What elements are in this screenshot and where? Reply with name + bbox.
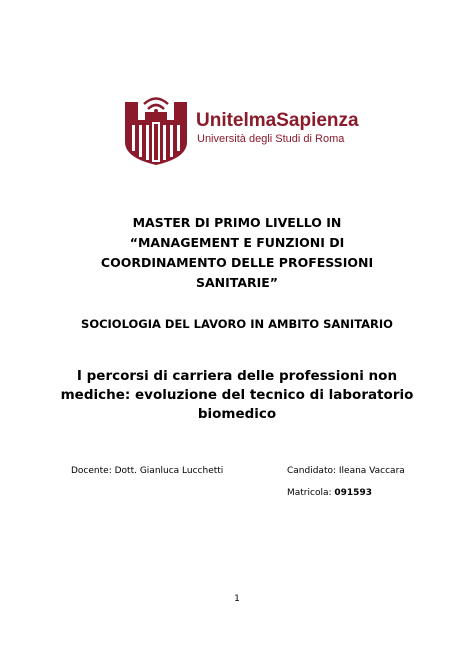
docente-label: Docente: (71, 466, 112, 476)
university-crest-icon (121, 92, 191, 166)
thesis-title-line: biomedico (197, 406, 277, 422)
matricola-value: 091593 (334, 488, 372, 498)
matricola-label: Matricola: (287, 488, 332, 498)
brand-name: UnitelmaSapienza (196, 110, 359, 131)
docente-row (71, 466, 223, 476)
candidato-label: Candidato: (287, 466, 337, 476)
docente-name: Dott. Gianluca Lucchetti (114, 466, 224, 476)
matricola-row (287, 488, 372, 498)
page-number: 1 (234, 594, 240, 604)
brand-subtitle: Università degli Studi di Roma (197, 133, 345, 145)
course-title: SOCIOLOGIA DEL LAVORO IN AMBITO SANITARIO (81, 317, 393, 331)
thesis-title-line: I percorsi di carriera delle professioni non (76, 368, 398, 384)
master-title-line: SANITARIE” (195, 275, 279, 290)
master-title (40, 213, 434, 293)
thesis-title-line: mediche: evoluzione del tecnico di laboratorio (60, 387, 414, 403)
candidato-row (287, 466, 405, 476)
master-title-line: MASTER DI PRIMO LIVELLO IN (132, 215, 342, 230)
candidato-name: Ileana Vaccara (338, 466, 405, 476)
master-title-line: COORDINAMENTO DELLE PROFESSIONI (100, 255, 374, 270)
thesis-title (40, 367, 434, 424)
master-title-line: “MANAGEMENT E FUNZIONI DI (129, 235, 345, 250)
